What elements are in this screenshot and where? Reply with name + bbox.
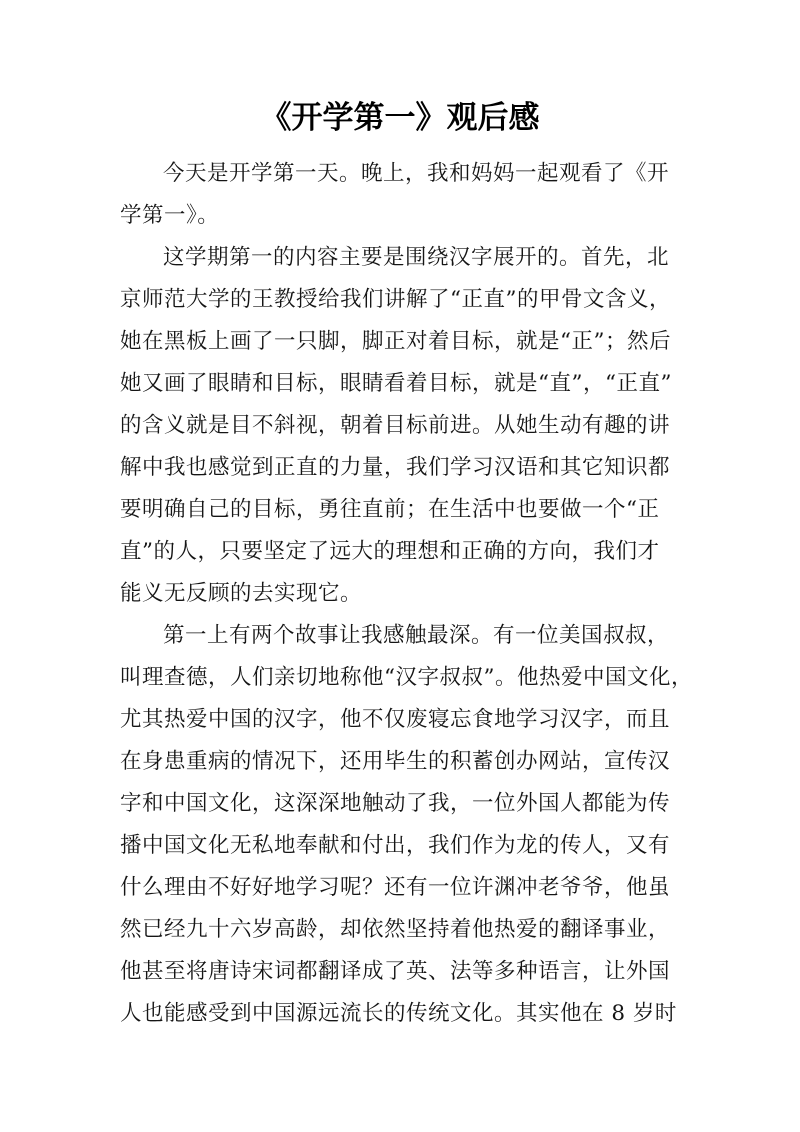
paragraph-line: 的含义就是目不斜视，朝着目标前进。从她生动有趣的讲 <box>120 413 671 438</box>
paragraph-line: 字和中国文化，这深深地触动了我，一位外国人都能为传 <box>120 791 671 816</box>
paragraph-line: 第一上有两个故事让我感触最深。有一位美国叔叔， <box>163 623 670 648</box>
paragraph-line: 今天是开学第一天。晚上，我和妈妈一起观看了《开 <box>163 161 670 186</box>
paragraph-line: 直”的人，只要坚定了远大的理想和正确的方向，我们才 <box>120 539 660 564</box>
paragraph-line: 能义无反顾的去实现它。 <box>120 581 363 606</box>
paragraph-line: 这学期第一的内容主要是围绕汉字展开的。首先，北 <box>163 245 670 270</box>
paragraph-line: 人也能感受到中国源远流长的传统文化。其实他在 8 岁时 <box>120 1001 677 1026</box>
paragraph-line: 叫理查德，人们亲切地称他“汉字叔叔”。他热爱中国文化， <box>120 665 693 690</box>
paragraph-line: 在身患重病的情况下，还用毕生的积蓄创办网站，宣传汉 <box>120 749 671 774</box>
paragraph-line: 京师范大学的王教授给我们讲解了“正直”的甲骨文含义， <box>120 287 671 312</box>
paragraph-line: 她在黑板上画了一只脚，脚正对着目标，就是“正”；然后 <box>120 329 671 354</box>
paragraph-line: 然已经九十六岁高龄，却依然坚持着他热爱的翻译事业， <box>120 917 671 942</box>
paragraph-2 <box>120 237 700 615</box>
paragraph-1 <box>120 153 700 237</box>
paragraph-line: 解中我也感觉到正直的力量，我们学习汉语和其它知识都 <box>120 455 671 480</box>
paragraph-line: 尤其热爱中国的汉字，他不仅废寝忘食地学习汉字，而且 <box>120 707 671 732</box>
paragraph-line: 要明确自己的目标，勇往直前；在生活中也要做一个“正 <box>120 497 660 522</box>
paragraph-3 <box>120 615 700 1035</box>
document-body <box>120 153 700 1035</box>
paragraph-line: 学第一》。 <box>120 203 220 228</box>
paragraph-line: 播中国文化无私地奉献和付出，我们作为龙的传人，又有 <box>120 833 671 858</box>
paragraph-line: 什么理由不好好地学习呢？还有一位许渊冲老爷爷，他虽 <box>120 875 671 900</box>
paragraph-line: 她又画了眼睛和目标，眼睛看着目标，就是“直”，“正直” <box>120 371 672 396</box>
document-title: 《开学第一》观后感 <box>260 100 540 136</box>
paragraph-line: 他甚至将唐诗宋词都翻译成了英、法等多种语言，让外国 <box>120 959 671 984</box>
